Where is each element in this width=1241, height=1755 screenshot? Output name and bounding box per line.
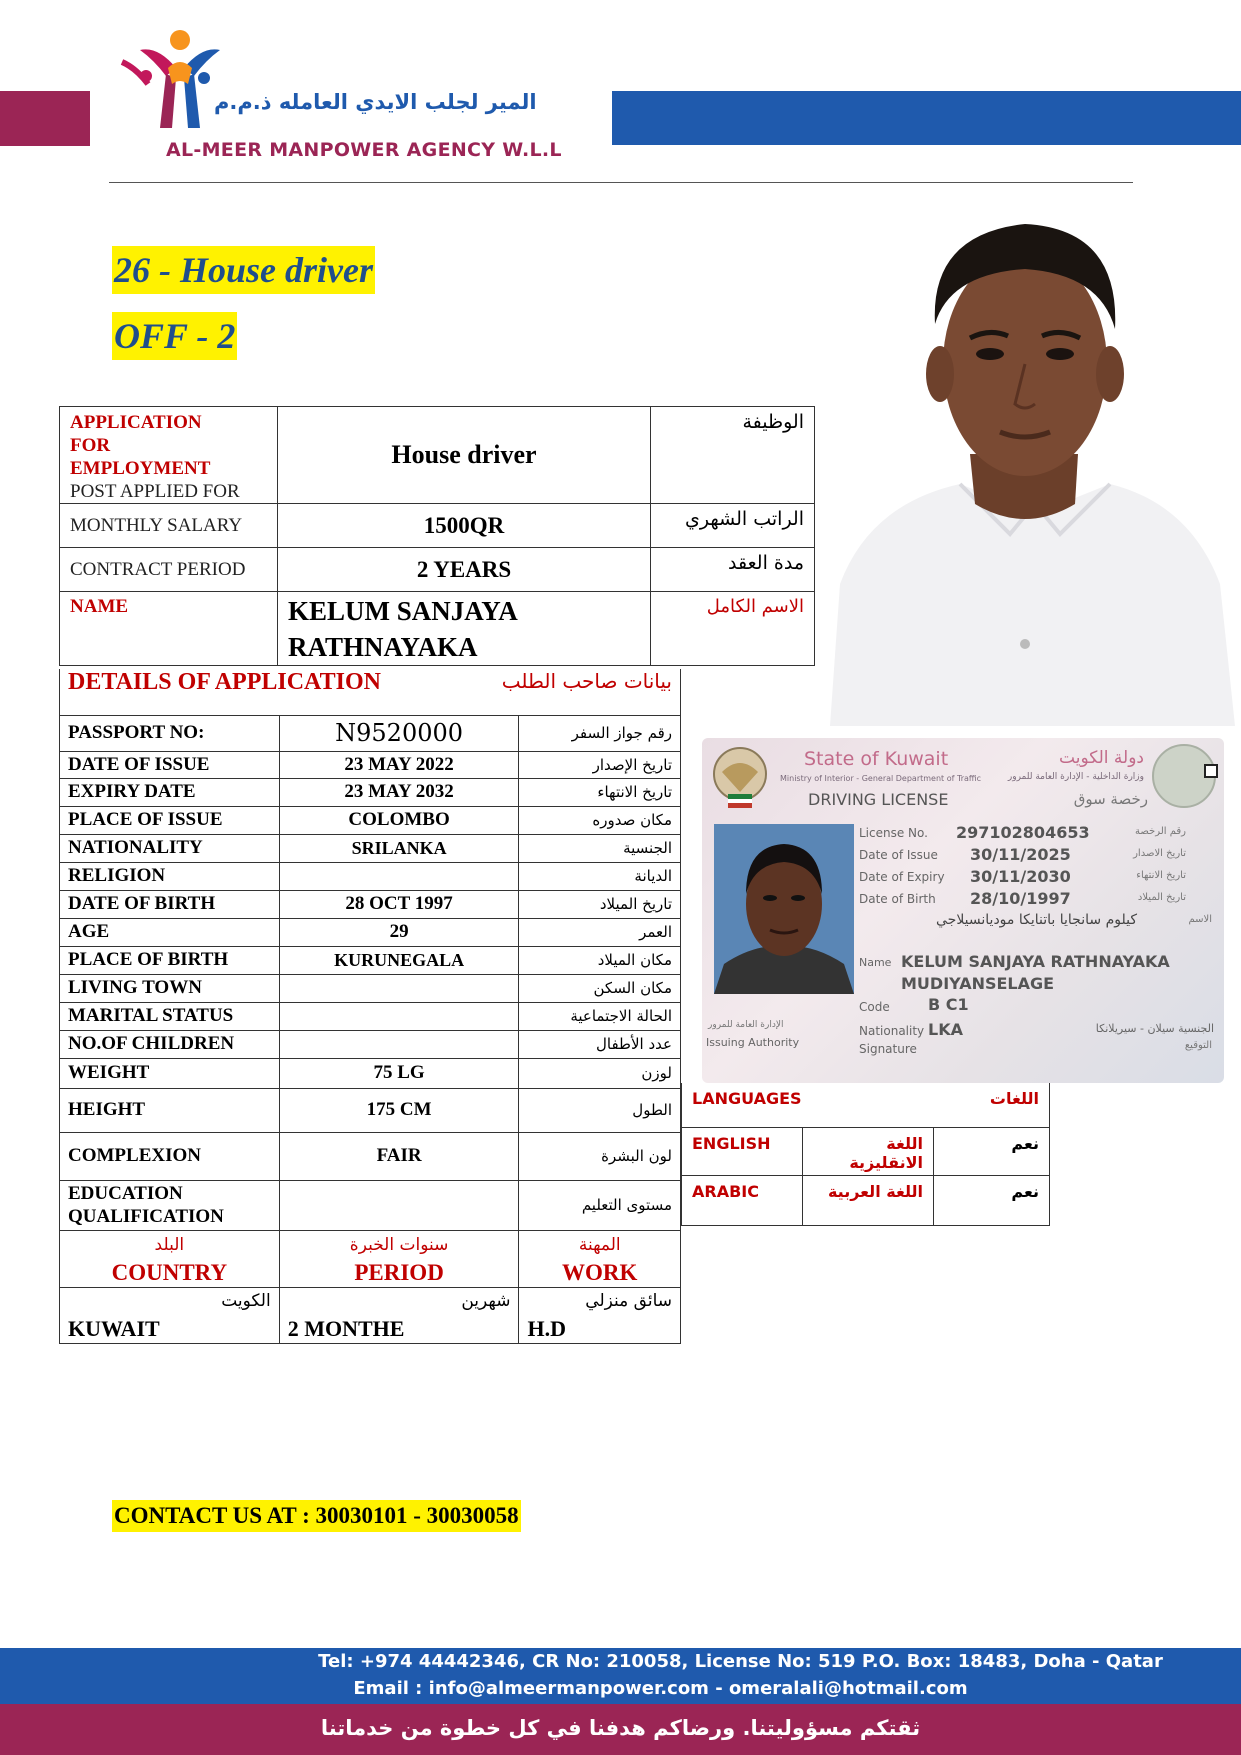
license-ministry: Ministry of Interior - General Department of Traffic bbox=[780, 774, 982, 783]
detail-arabic: الديانة bbox=[519, 862, 681, 890]
signature-label: Signature bbox=[859, 1042, 917, 1056]
languages-header bbox=[682, 1083, 1050, 1127]
name-value-cell bbox=[278, 592, 651, 666]
detail-arabic: لوزن bbox=[519, 1058, 681, 1088]
license-name-ar: كيلوم سانجايا باتنايكا موديانسيلاجي bbox=[936, 912, 1137, 928]
experience-work-ar: سائق منزلي bbox=[585, 1291, 672, 1311]
license-state: State of Kuwait bbox=[804, 748, 949, 770]
detail-value: 29 bbox=[279, 918, 519, 946]
license-name-line1: KELUM SANJAYA RATHNAYAKA bbox=[901, 952, 1170, 971]
detail-label: DATE OF BIRTH bbox=[60, 890, 280, 918]
license-nationality: LKA bbox=[928, 1020, 963, 1039]
name-value-line2: RATHNAYAKA bbox=[288, 631, 478, 662]
language-answer: نعم bbox=[934, 1175, 1050, 1225]
detail-label: PASSPORT NO: bbox=[60, 715, 280, 751]
nationality-label: Nationality bbox=[859, 1024, 925, 1038]
detail-label: EXPIRY DATE bbox=[60, 778, 280, 806]
post-applied-label: POST APPLIED FOR bbox=[70, 481, 240, 502]
detail-label: AGE bbox=[60, 918, 280, 946]
experience-country-header bbox=[60, 1230, 280, 1287]
detail-value: N9520000 bbox=[279, 715, 519, 751]
license-ministry-ar: وزارة الداخلية - الإدارة العامة للمرور bbox=[1007, 772, 1144, 782]
language-en: ARABIC bbox=[682, 1175, 803, 1225]
name-value-line1: KELUM SANJAYA bbox=[288, 595, 518, 626]
application-table bbox=[59, 406, 815, 666]
license-name-line2: MUDIYANSELAGE bbox=[901, 974, 1055, 993]
experience-work-header bbox=[519, 1230, 681, 1287]
detail-value bbox=[279, 862, 519, 890]
detail-arabic: مكان الميلاد bbox=[519, 946, 681, 974]
license-name-label-ar: الاسم bbox=[1188, 914, 1212, 925]
language-en: ENGLISH bbox=[682, 1127, 803, 1175]
details-title-en: DETAILS OF APPLICATION bbox=[68, 669, 381, 695]
post-label-cell bbox=[60, 407, 278, 504]
language-answer: نعم bbox=[934, 1127, 1050, 1175]
detail-value bbox=[279, 1002, 519, 1030]
license-type-ar: رخصة سوق bbox=[1073, 790, 1148, 808]
experience-country-ar: الكويت bbox=[221, 1291, 271, 1311]
job-title: 26 - House driver bbox=[112, 246, 375, 294]
birth-label: Date of Birth bbox=[859, 892, 936, 906]
detail-arabic: عدد الأطفال bbox=[519, 1030, 681, 1058]
detail-label: COMPLEXION bbox=[60, 1132, 280, 1180]
signature-label-ar: التوقيع bbox=[1184, 1040, 1212, 1051]
birth-label-ar: تاريخ الميلاد bbox=[1137, 892, 1186, 903]
experience-period-header bbox=[279, 1230, 519, 1287]
post-applied-value: House driver bbox=[278, 407, 651, 504]
expiry-label: Date of Expiry bbox=[859, 870, 945, 884]
license-authority: Issuing Authority bbox=[706, 1036, 800, 1049]
license-no-label-ar: رقم الرخصة bbox=[1134, 826, 1186, 837]
experience-period-cell bbox=[279, 1287, 519, 1343]
name-label: NAME bbox=[60, 592, 278, 666]
license-expiry-date: 30/11/2030 bbox=[970, 867, 1071, 886]
detail-label: WEIGHT bbox=[60, 1058, 280, 1088]
languages-table bbox=[681, 1083, 1050, 1226]
license-nationality-ar: الجنسية سيلان - سيريلانكا bbox=[1095, 1022, 1214, 1035]
license-code: B C1 bbox=[928, 995, 969, 1014]
license-state-ar: دولة الكويت bbox=[1059, 748, 1144, 768]
detail-arabic: لون البشرة bbox=[519, 1132, 681, 1180]
experience-country-cell bbox=[60, 1287, 280, 1343]
kuwait-emblem-icon bbox=[710, 744, 770, 814]
license-no: 297102804653 bbox=[956, 823, 1090, 842]
education-label-cell bbox=[60, 1180, 280, 1230]
header-blue-bar bbox=[612, 91, 1241, 145]
detail-arabic: رقم جواز السفر bbox=[519, 715, 681, 751]
details-table bbox=[59, 669, 681, 1344]
footer-contact-line: Tel: +974 44442346, CR No: 210058, License No: 519 P.O. Box: 18483, Doha - Qatar bbox=[318, 1651, 1163, 1672]
detail-value: KURUNEGALA bbox=[279, 946, 519, 974]
detail-label: NATIONALITY bbox=[60, 834, 280, 862]
header-maroon-bar bbox=[0, 91, 90, 146]
country-header-ar: البلد bbox=[154, 1234, 185, 1255]
license-no-label: License No. bbox=[859, 826, 928, 840]
period-header-en: PERIOD bbox=[354, 1259, 444, 1285]
detail-arabic: مستوى التعليم bbox=[519, 1180, 681, 1230]
education-label-line2: QUALIFICATION bbox=[68, 1206, 224, 1227]
work-header-en: WORK bbox=[562, 1259, 638, 1285]
experience-country: KUWAIT bbox=[68, 1316, 160, 1341]
detail-label: RELIGION bbox=[60, 862, 280, 890]
detail-value: COLOMBO bbox=[279, 806, 519, 834]
license-type: DRIVING LICENSE bbox=[808, 790, 949, 809]
detail-arabic: تاريخ الإصدار bbox=[519, 751, 681, 778]
contact-info: CONTACT US AT : 30030101 - 30030058 bbox=[112, 1500, 521, 1532]
work-header-ar: المهنة bbox=[578, 1234, 621, 1255]
name-arabic: الاسم الكامل bbox=[651, 592, 815, 666]
detail-label: PLACE OF ISSUE bbox=[60, 806, 280, 834]
issue-label-ar: تاريخ الاصدار bbox=[1133, 848, 1186, 859]
contract-value: 2 YEARS bbox=[278, 548, 651, 592]
detail-label: NO.OF CHILDREN bbox=[60, 1030, 280, 1058]
detail-value bbox=[279, 1030, 519, 1058]
agency-name-arabic: المير لجلب الايدي العامله ذ.م.م bbox=[214, 90, 537, 114]
languages-title-en: LANGUAGES bbox=[692, 1089, 802, 1108]
application-label-line2: FOR bbox=[70, 435, 111, 456]
detail-arabic: تاريخ الميلاد bbox=[519, 890, 681, 918]
detail-label: DATE OF ISSUE bbox=[60, 751, 280, 778]
detail-value bbox=[279, 974, 519, 1002]
detail-arabic: مكان صدوره bbox=[519, 806, 681, 834]
detail-arabic: العمر bbox=[519, 918, 681, 946]
language-ar: اللغة العربية bbox=[803, 1175, 934, 1225]
detail-value: SRILANKA bbox=[279, 834, 519, 862]
license-authority-ar: الإدارة العامة للمرور bbox=[708, 1020, 784, 1030]
languages-title-ar: اللغات bbox=[989, 1089, 1039, 1108]
period-header-ar: سنوات الخبرة bbox=[349, 1234, 449, 1255]
detail-label: HEIGHT bbox=[60, 1088, 280, 1132]
detail-label: LIVING TOWN bbox=[60, 974, 280, 1002]
code-label: Code bbox=[859, 1000, 890, 1014]
salary-arabic: الراتب الشهري bbox=[651, 504, 815, 548]
post-applied-arabic: الوظيفة bbox=[651, 407, 815, 504]
application-label-line1: APPLICATION bbox=[70, 412, 202, 433]
salary-value: 1500QR bbox=[278, 504, 651, 548]
license-issue-date: 30/11/2025 bbox=[970, 845, 1071, 864]
issue-label: Date of Issue bbox=[859, 848, 938, 862]
detail-value: 28 OCT 1997 bbox=[279, 890, 519, 918]
detail-value: 175 CM bbox=[279, 1088, 519, 1132]
footer-email-line: Email : info@almeermanpower.com - omeralali@hotmail.com bbox=[353, 1678, 968, 1699]
detail-value: 23 MAY 2022 bbox=[279, 751, 519, 778]
candidate-photo bbox=[810, 204, 1241, 726]
off-title: OFF - 2 bbox=[112, 312, 237, 360]
detail-value: FAIR bbox=[279, 1132, 519, 1180]
salary-label: MONTHLY SALARY bbox=[60, 504, 278, 548]
contract-arabic: مدة العقد bbox=[651, 548, 815, 592]
detail-value: 23 MAY 2032 bbox=[279, 778, 519, 806]
application-label-line3: EMPLOYMENT bbox=[70, 458, 211, 479]
detail-label: PLACE OF BIRTH bbox=[60, 946, 280, 974]
detail-arabic: تاريخ الانتهاء bbox=[519, 778, 681, 806]
footer-slogan-arabic: ثقتكم مسؤوليتنا. ورضاكم هدفنا في كل خطوة من خدماتنا bbox=[320, 1716, 921, 1740]
license-chip-icon bbox=[1204, 764, 1218, 778]
experience-work: H.D bbox=[527, 1316, 566, 1341]
detail-label: MARITAL STATUS bbox=[60, 1002, 280, 1030]
contract-label: CONTRACT PERIOD bbox=[60, 548, 278, 592]
agency-name-english: AL-MEER MANPOWER AGENCY W.L.L bbox=[166, 139, 562, 161]
experience-work-cell bbox=[519, 1287, 681, 1343]
detail-arabic: مكان السكن bbox=[519, 974, 681, 1002]
details-title-ar: بيانات صاحب الطلب bbox=[501, 669, 672, 693]
country-header-en: COUNTRY bbox=[111, 1259, 228, 1285]
detail-arabic: الجنسية bbox=[519, 834, 681, 862]
driving-license-card bbox=[702, 738, 1224, 1083]
expiry-label-ar: تاريخ الانتهاء bbox=[1136, 870, 1186, 881]
detail-value bbox=[279, 1180, 519, 1230]
header-divider bbox=[109, 182, 1133, 183]
license-birth-date: 28/10/1997 bbox=[970, 889, 1071, 908]
language-ar: اللغة الانقليزية bbox=[803, 1127, 934, 1175]
experience-period-ar: شهرين bbox=[461, 1291, 511, 1311]
license-photo bbox=[714, 824, 854, 994]
name-label-license: Name bbox=[859, 956, 892, 969]
education-label-line1: EDUCATION bbox=[68, 1183, 183, 1204]
details-title-cell bbox=[60, 669, 681, 715]
detail-value: 75 LG bbox=[279, 1058, 519, 1088]
experience-period: 2 MONTHE bbox=[287, 1316, 405, 1341]
detail-arabic: الطول bbox=[519, 1088, 681, 1132]
detail-arabic: الحالة الاجتماعية bbox=[519, 1002, 681, 1030]
